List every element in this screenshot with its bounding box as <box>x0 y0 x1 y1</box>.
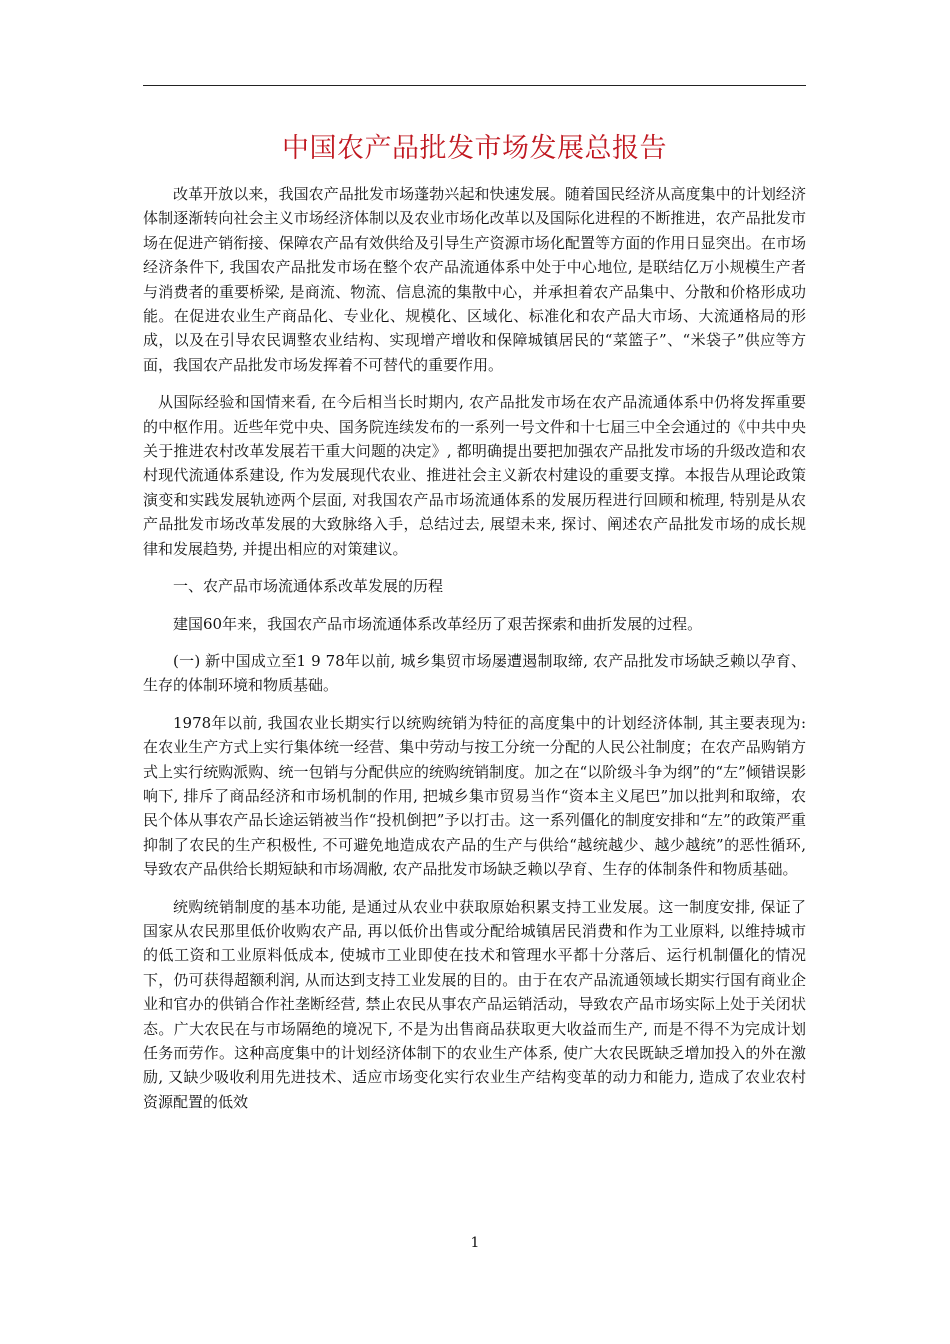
paragraph-60-years: 建国60年来，我国农产品市场流通体系改革经历了艰苦探索和曲折发展的过程。 <box>173 614 703 633</box>
document-title: 中国农产品批发市场发展总报告 <box>282 133 667 164</box>
page-number: 1 <box>470 1235 480 1251</box>
paragraph-unified-purchase: 统购统销制度的基本功能, 是通过从农业中获取原始积累支持工业发展。这一制度安排, 保证了国家从农民那里低价收购农产品, 再以低价出售或分配给城镇居民消费和作为工业原料, 以维持城市的低工资和工业原料低成本, 使城市工业即使在技术和管理水平都十分落后、运行机制僵化的情况下，仍可获得超额利润, 从而达到支持工业发展的目的。由于在农产品流通领域长期实行国有商业企业和官办的供销合作社垄断经营, 禁止农民从事农产品运销活动，导致农产品市场实际上处于关闭状态。广大农民在与市场隔绝的境况下, 不是为出售商品获取更大收益而生产, 而是不得不为完成计划任务而劳作。这种高度集中的计划经济体制下的农业生产体系, 使广大农民既缺乏增加投入的外在激励, 又缺少吸收利用先进技术、适应市场变化实行农业生产结构变革的动力和能力, 造成了农业农村资源配置的低效 <box>143 897 806 1111</box>
paragraph-intro: 改革开放以来，我国农产品批发市场蓬勃兴起和快速发展。随着国民经济从高度集中的计划经济体制逐渐转向社会主义市场经济体制以及农业市场化改革以及国际化进程的不断推进，农产品批发市场在促进产销衔接、保障农产品有效供给及引导生产资源市场化配置等方面的作用日显突出。在市场经济条件下, 我国农产品批发市场在整个农产品流通体系中处于中心地位, 是联结亿万小规模生产者与消费者的重要桥梁, 是商流、物流、信息流的集散中心，并承担着农产品集中、分散和价格形成功能。在促进农业生产商品化、专业化、规模化、区域化、标准化和农产品大市场、大流通格局的形成，以及在引导农民调整农业结构、实现增产增收和保障城镇居民的“菜篮子”、“米袋子”供应等方面，我国农产品批发市场发挥着不可替代的重要作用。 <box>143 185 806 374</box>
paragraph-before-1978: 1978年以前, 我国农业长期实行以统购统销为特征的高度集中的计划经济体制, 其主要表现为: 在农业生产方式上实行集体统一经营、集中劳动与按工分统一分配的人民公社制度；在农产品购销方式上实行统购派购、统一包销与分配供应的统购统销制度。加之在“以阶级斗争为纲”的“左”倾错误影响下, 排斥了商品经济和市场机制的作用, 把城乡集市贸易当作“资本主义尾巴”加以批判和取缔，农民个体从事农产品长途运销被当作“投机倒把”予以打击。这一系列僵化的制度安排和“左”的政策严重抑制了农民的生产积极性, 不可避免地造成农产品的生产与供给“越统越少、越少越统”的恶性循环, 导致农产品供给长期短缺和市场凋敝, 农产品批发市场缺乏赖以孕育、生存的体制条件和物质基础。 <box>143 713 806 879</box>
subsection-heading: (一) 新中国成立至1 9 78年以前, 城乡集贸市场屡遭遏制取缔, 农产品批发市场缺乏赖以孕育、生存的体制环境和物质基础。 <box>143 651 806 695</box>
section-heading: 一、农产品市场流通体系改革发展的历程 <box>173 577 444 596</box>
paragraph-international-experience: 从国际经验和国情来看, 在今后相当长时期内, 农产品批发市场在农产品流通体系中仍将发挥重要的中枢作用。近些年党中央、国务院连续发布的一系列一号文件和十七届三中全会通过的《中共中央关于推进农村改革发展若干重大问题的决定》, 都明确提出要把加强农产品批发市场的升级改造和农村现代流通体系建设, 作为发展现代农业、推进社会主义新农村建设的重要支撑。本报告从理论政策演变和实践发展轨迹两个层面, 对我国农产品市场流通体系的发展历程进行回顾和梳理, 特别是从农产品批发市场改革发展的大致脉络入手，总结过去, 展望未来, 探讨、阐述农产品批发市场的成长规律和发展趋势, 并提出相应的对策建议。 <box>143 393 806 558</box>
document-page <box>143 126 806 1114</box>
header-rule <box>143 85 806 86</box>
